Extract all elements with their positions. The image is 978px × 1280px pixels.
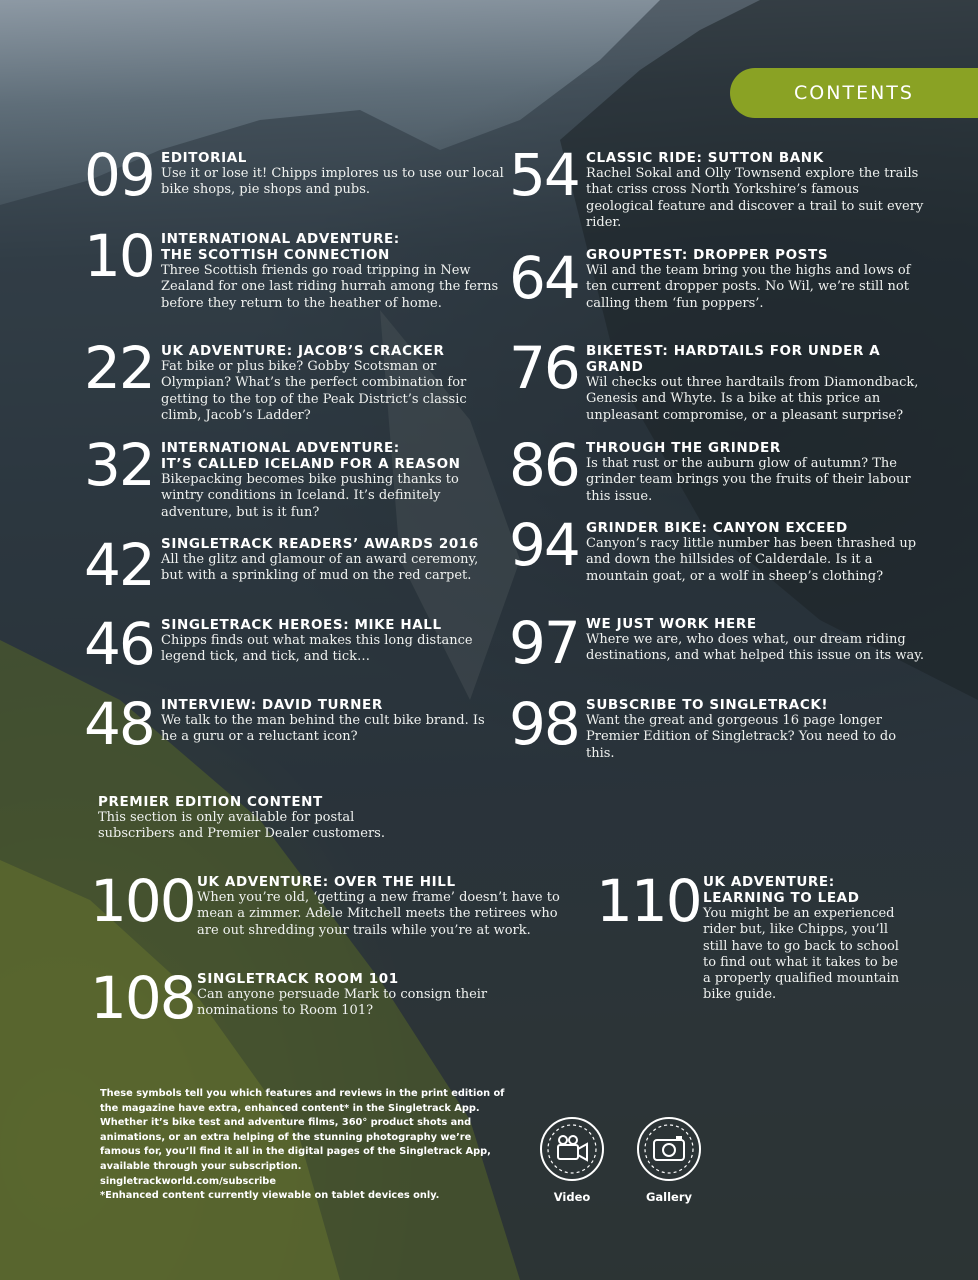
premier-description: This section is only available for postal subscribers and Premier Dealer customers. [98, 810, 385, 842]
entry-title: SUBSCRIBE TO SINGLETRACK! [586, 697, 829, 713]
contents-entry[interactable] [90, 964, 510, 1032]
page-number: 98 [509, 690, 579, 758]
contents-entry[interactable] [84, 431, 504, 521]
video-symbol [532, 1114, 612, 1204]
contents-entry[interactable] [509, 243, 924, 312]
page-number: 100 [90, 867, 195, 935]
entry-description: Three Scottish friends go road tripping in New Zealand for one last riding hurrah among the ferns before they return to the heather of home. [161, 263, 499, 311]
contents-entry[interactable] [90, 867, 560, 939]
page-number: 42 [84, 531, 154, 599]
entry-title: WE JUST WORK HERE [586, 616, 757, 632]
gallery-label: Gallery [645, 1190, 693, 1204]
entry-title: UK ADVENTURE: JACOB’S CRACKER [161, 343, 445, 359]
contents-entry[interactable] [84, 531, 504, 599]
entry-description: Wil and the team bring you the highs and lows of ten current dropper posts. No Wil, we’re still not calling them ‘fun poppers’. [586, 263, 911, 311]
contents-entry[interactable] [84, 610, 504, 678]
contents-entry[interactable] [509, 431, 924, 505]
page-number: 86 [509, 431, 579, 499]
entry-description: Use it or lose it! Chipps implores us to use our local bike shops, pie shops and pubs. [161, 166, 504, 198]
entry-description: Canyon’s racy little number has been thrashed up and down the hillsides of Calderdale. Is it a mountain goat, or a wolf in sheep’s clothing? [586, 536, 917, 584]
gallery-symbol [629, 1114, 709, 1204]
premier-title: PREMIER EDITION CONTENT [98, 794, 323, 810]
entry-description: When you’re old, ‘getting a new frame’ doesn’t have to mean a zimmer. Adele Mitchell meets the retirees who are out shredding your trails while you’re at work. [197, 890, 560, 938]
contents-entry[interactable] [509, 511, 924, 585]
entry-title: GROUPTEST: DROPPER POSTS [586, 247, 829, 263]
entry-title: CLASSIC RIDE: SUTTON BANK [586, 150, 824, 166]
page-number: 76 [509, 334, 579, 402]
entry-title: UK ADVENTURE: OVER THE HILL [197, 874, 456, 890]
page-number: 54 [509, 141, 579, 209]
contents-entry[interactable] [509, 334, 924, 424]
page-number: 09 [84, 141, 154, 209]
entry-title: THROUGH THE GRINDER [586, 440, 781, 456]
page-number: 48 [84, 690, 154, 758]
page-number: 22 [84, 334, 154, 402]
subscribe-link[interactable]: singletrackworld.com/subscribe [100, 1175, 276, 1187]
entry-description: All the glitz and glamour of an award ceremony, but with a sprinkling of mud on the red carpet. [161, 552, 479, 584]
contents-entry[interactable] [509, 609, 924, 677]
contents-entry[interactable] [84, 690, 504, 758]
entry-title: GRINDER BIKE: CANYON EXCEED [586, 520, 848, 536]
entry-description: Chipps finds out what makes this long distance legend tick, and tick, and tick… [161, 633, 473, 665]
entry-description: You might be an experienced rider but, like Chipps, you’ll still have to go back to school to find out what it takes to be a properly qualified mountain bike guide. [703, 906, 900, 1003]
entry-description: Fat bike or plus bike? Gobby Scotsman or Olympian? What’s the perfect combination for getting to the top of the Peak District’s classic climb, Jacob’s Ladder? [161, 359, 467, 423]
entry-description: Where we are, who does what, our dream riding destinations, and what helped this issue on its way. [586, 632, 924, 664]
photo-camera-icon [634, 1114, 704, 1184]
contents-entry[interactable] [84, 334, 504, 424]
page-number: 108 [90, 964, 195, 1032]
entry-description: Can anyone persuade Mark to consign their nominations to Room 101? [197, 987, 488, 1019]
footnote: *Enhanced content currently viewable on tablet devices only. [100, 1190, 440, 1201]
contents-entry[interactable] [509, 141, 924, 231]
page-number: 94 [509, 511, 579, 579]
entry-title: INTERNATIONAL ADVENTURE: THE SCOTTISH CONNECTION [161, 231, 400, 263]
premier-edition-section [98, 794, 418, 843]
video-camera-icon [537, 1114, 607, 1184]
video-label: Video [553, 1190, 591, 1204]
entry-description: Want the great and gorgeous 16 page longer Premier Edition of Singletrack? You need to do this. [586, 713, 897, 761]
entry-title: BIKETEST: HARDTAILS FOR UNDER A GRAND [586, 343, 881, 375]
contents-entry[interactable] [84, 141, 504, 209]
entry-description: Rachel Sokal and Olly Townsend explore the trails that criss cross North Yorkshire’s famous geological feature and discover a trail to suit every rider. [586, 166, 924, 230]
contents-entry[interactable] [84, 222, 504, 312]
entry-description: Wil checks out three hardtails from Diamondback, Genesis and Whyte. Is a bike at this price an unpleasant compromise, or a pleasant surprise? [586, 375, 919, 423]
page-number: 110 [596, 867, 701, 935]
entry-description: Is that rust or the auburn glow of autumn? The grinder team brings you the fruits of their labour this issue. [586, 456, 911, 504]
contents-entry[interactable] [596, 867, 906, 1004]
app-content-text: These symbols tell you which features and reviews in the print edition of the magazine have extra, enhanced content* in the Singletrack App. Whether it’s bike test and adventure films, 360° product shots and animations, or an extra helping of the stunning photography we’re famous for, you’ll find it all in the digital pages of the Singletrack App, available through your subscription. [100, 1088, 505, 1172]
entry-title: INTERNATIONAL ADVENTURE: IT’S CALLED ICELAND FOR A REASON [161, 440, 461, 472]
entry-title: EDITORIAL [161, 150, 248, 166]
entry-title: UK ADVENTURE: LEARNING TO LEAD [703, 874, 860, 906]
page-number: 46 [84, 610, 154, 678]
entry-description: We talk to the man behind the cult bike brand. Is he a guru or a reluctant icon? [161, 713, 485, 745]
contents-entry[interactable] [509, 690, 924, 762]
entry-title: INTERVIEW: DAVID TURNER [161, 697, 383, 713]
app-content-note [100, 1087, 505, 1189]
page-number: 97 [509, 609, 579, 677]
entry-title: SINGLETRACK ROOM 101 [197, 971, 399, 987]
page-number: 32 [84, 431, 154, 499]
entry-title: SINGLETRACK READERS’ AWARDS 2016 [161, 536, 479, 552]
page-number: 10 [84, 222, 154, 290]
entry-title: SINGLETRACK HEROES: MIKE HALL [161, 617, 442, 633]
page-number: 64 [509, 244, 579, 312]
contents-tab: CONTENTS [730, 68, 978, 118]
entry-description: Bikepacking becomes bike pushing thanks to wintry conditions in Iceland. It’s definitely adventure, but is it fun? [161, 472, 459, 520]
